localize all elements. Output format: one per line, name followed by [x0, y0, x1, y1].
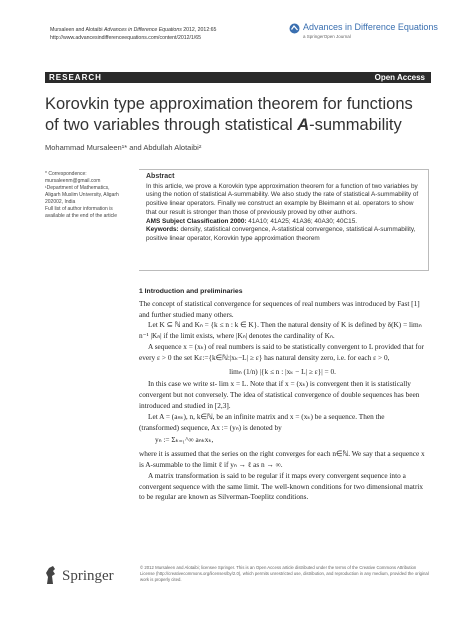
paragraph-2: Let K ⊆ ℕ and Kₙ = {k ≤ n : k ∈ K}. Then the natural density of K is defined by δ(K) = limₙ n⁻¹ |Kₙ| if the limit exists, where |Kₙ| denotes the cardinality of Kₙ. [139, 320, 422, 341]
correspondence-sidebar [45, 171, 128, 220]
msc-line [146, 218, 422, 227]
title-line-2-text: of two variables through statistical [45, 116, 298, 134]
msc-value: 41A10; 41A25; 41A36; 40A30; 40C15. [246, 217, 358, 225]
abstract-text: In this article, we prove a Korovkin type approximation theorem for a function of two variables by using the notion of statistical A-summability. We also study the rate of statistical A-summability of positive linear operators. Finally we construct an example by Bleimann et al. operators to show that our result is stronger than those of previously proved by other authors. [146, 182, 419, 216]
citation-volume: 2012, 2012:65 [181, 27, 217, 33]
springer-wordmark: Springer [62, 568, 114, 584]
msc-label: AMS Subject Classification 2000: [146, 217, 247, 225]
citation-authors: Mursaleen and Alotaibi [50, 27, 104, 33]
sidebar-line: ¹Department of Mathematics, [45, 185, 110, 191]
citation-journal: Advances in Difference Equations [103, 27, 182, 33]
article-title [45, 94, 445, 136]
paragraph-6: where it is assumed that the series on the right converges for each n∈ℕ. We say that a sequence x is A-summable to the limit ℓ if yₙ → ℓ as n → ∞. [139, 449, 425, 469]
springer-horse-icon [44, 565, 58, 585]
title-italic-a: A [297, 116, 310, 134]
sidebar-line: 202002, India [45, 199, 76, 205]
paragraph-7: A matrix transformation is said to be regular if it maps every convergent sequence into a convergent sequence with the same limit. The well-known conditions for two dimensional matrix to be regular are known as Silverman-Toeplitz conditions. [139, 470, 424, 502]
paragraph-4: In this case we write st- lim x = L. Note that if x = (xₖ) is convergent then it is statistically convergent but not conversely. The idea of statistical convergence of double sequences has been introduced and studied in [2,3]. [139, 379, 420, 410]
abstract-box [139, 169, 429, 271]
paragraph-5: Let A = (aₙₖ), n, k∈ℕ, be an infinite matrix and x = (xₖ) be a sequence. Then the (transformed) sequence, Ax := (yₙ) is denoted by [139, 411, 385, 432]
sidebar-line: Aligarh Muslim University, Aligarh [45, 192, 119, 198]
title-line-1: Korovkin type approximation theorem for functions [45, 95, 413, 113]
article-url[interactable]: http://www.advancesindifferenceequations.com/content/2012/1/65 [50, 35, 202, 41]
journal-logo-name: Advances in Difference Equations [303, 22, 438, 32]
open-access-label: Open Access [374, 73, 425, 82]
sidebar-line: Full list of author information is [45, 206, 113, 212]
article-type-banner [45, 72, 431, 83]
license-footer: © 2012 Mursaleen and Alotaibi; licensee Springer. This is an Open Access article distributed under the terms of the Creative Commons Attribution License (http://creativecommons.org/licenses/by/2.0), which permits unrestricted use, distribution, and reproduction in any medium, provided the original work is properly cited. [140, 565, 429, 583]
article-body [139, 287, 426, 503]
journal-logo-icon [289, 23, 300, 34]
keywords-value: density, statistical convergence, A-statistical convergence, statistical A-summability, positive linear operator, Korovkin type approximation theorem [146, 226, 416, 242]
equation-1: limₙ (1/n) |{k ≤ n : |xₖ − L| ≥ ε}| = 0. [229, 366, 336, 376]
title-line-2 [45, 115, 445, 136]
sidebar-line: * Correspondence: [45, 171, 87, 177]
citation-header [50, 26, 216, 42]
paragraph-1: The concept of statistical convergence for sequences of real numbers was introduced by Fast [1] and further studied many others. [139, 298, 420, 319]
keywords-line [146, 226, 422, 243]
paragraph-3: A sequence x = (xₖ) of real numbers is said to be statistically convergent to L provided that for every ε > 0 the set Kε:={k∈ℕ:|xₖ−L| ≥ ε} has natural density zero, i.e. for each ε > 0, [139, 341, 424, 362]
keywords-label: Keywords: [146, 226, 179, 234]
equation-2: yₙ := Σₖ₌₁^∞ aₙₖxₖ, [155, 435, 214, 445]
author-list: Mohammad Mursaleen¹* and Abdullah Alotaibi² [45, 143, 202, 152]
article-type-label: RESEARCH [49, 73, 102, 82]
abstract-heading: Abstract [146, 173, 175, 180]
journal-logo-subtitle: a SpringerOpen Journal [303, 34, 351, 39]
sidebar-line: available at the end of the article [45, 213, 117, 219]
title-line-2-suffix: -summability [309, 116, 402, 134]
correspondence-email[interactable]: mursaleenm@gmail.com [45, 178, 101, 184]
section-heading: 1 Introduction and preliminaries [139, 288, 243, 295]
